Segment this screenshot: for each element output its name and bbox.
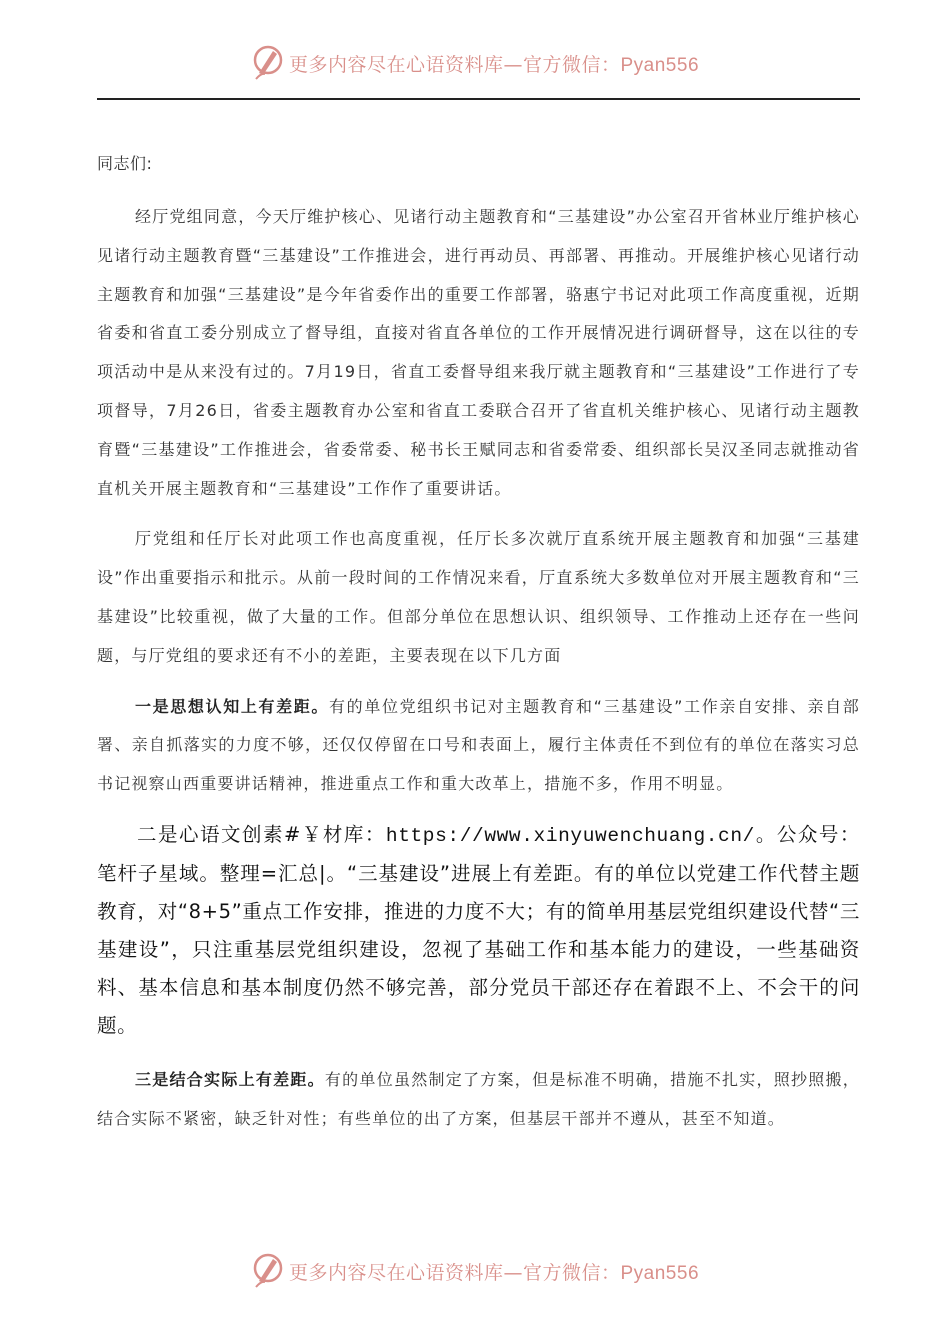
paragraph-5-lead: 三是结合实际上有差距。 (135, 1069, 325, 1089)
paragraph-3 (97, 688, 860, 804)
paragraph-3-body: 有的单位党组织书记对主题教育和“三基建设”工作亲自安排、亲自部署、亲自抓落实的力度不够，还仅仅停留在口号和表面上，履行主体责任不到位有的单位在落实习总书记视察山西重要讲话精神，推进重点工作和重大改革上，措施不多，作用不明显。 (97, 696, 861, 794)
footer-banner (0, 1248, 950, 1294)
document-body (97, 148, 860, 1151)
header-banner-text: 更多内容尽在心语资料库—官方微信：Pyan556 (288, 53, 700, 76)
paragraph-5 (97, 1061, 860, 1139)
pen-logo-icon (251, 1251, 285, 1291)
pen-logo-icon (251, 43, 285, 83)
paragraph-4-intro: 二是心语文创素#￥材库： (137, 822, 386, 846)
greeting: 同志们: (97, 154, 153, 173)
header-divider (97, 98, 860, 100)
paragraph-4-url: https://www.xinyuwenchuang.cn/ (385, 824, 755, 847)
paragraph-3-lead: 一是思想认知上有差距。 (135, 696, 330, 716)
paragraph-5-body: 有的单位虽然制定了方案，但是标准不明确，措施不扎实，照抄照搬，结合实际不紧密，缺乏针对性；有些单位的出了方案，但基层干部并不遵从，甚至不知道。 (97, 1069, 861, 1128)
paragraph-4-body: 。公众号：笔杆子星域。整理=汇总|。“三基建设”进展上有差距。有的单位以党建工作代替主题教育，对“8+5”重点工作安排，推进的力度不大；有的简单用基层党组织建设代替“三基建设”，只注重基层党组织建设，忽视了基础工作和基本能力的建设，一些基础资料、基本信息和基本制度仍然不够完善，部分党员干部还存在着跟不上、不会干的问题。 (97, 822, 860, 1037)
header-banner (0, 40, 950, 86)
paragraph-4 (97, 816, 860, 1045)
footer-banner-text: 更多内容尽在心语资料库—官方微信：Pyan556 (288, 1261, 700, 1284)
paragraph-2: 厅党组和任厅长对此项工作也高度重视，任厅长多次就厅直系统开展主题教育和加强“三基建设”作出重要指示和批示。从前一段时间的工作情况来看，厅直系统大多数单位对开展主题教育和“三基建设”比较重视，做了大量的工作。但部分单位在思想认识、组织领导、工作推动上还存在一些问题，与厅党组的要求还有不小的差距，主要表现在以下几方面 (97, 529, 860, 665)
paragraph-1: 经厅党组同意，今天厅维护核心、见诸行动主题教育和“三基建设”办公室召开省林业厅维护核心见诸行动主题教育暨“三基建设”工作推进会，进行再动员、再部署、再推动。开展维护核心见诸行动主题教育和加强“三基建设”是今年省委作出的重要工作部署，骆惠宁书记对此项工作高度重视，近期省委和省直工委分别成立了督导组，直接对省直各单位的工作开展情况进行调研督导，这在以往的专项活动中是从来没有过的。7月19日，省直工委督导组来我厅就主题教育和“三基建设”工作进行了专项督导，7月26日，省委主题教育办公室和省直工委联合召开了省直机关维护核心、见诸行动主题教育暨“三基建设”工作推进会，省委常委、秘书长王赋同志和省委常委、组织部长吴汉圣同志就推动省直机关开展主题教育和“三基建设”工作作了重要讲话。 (97, 207, 860, 498)
